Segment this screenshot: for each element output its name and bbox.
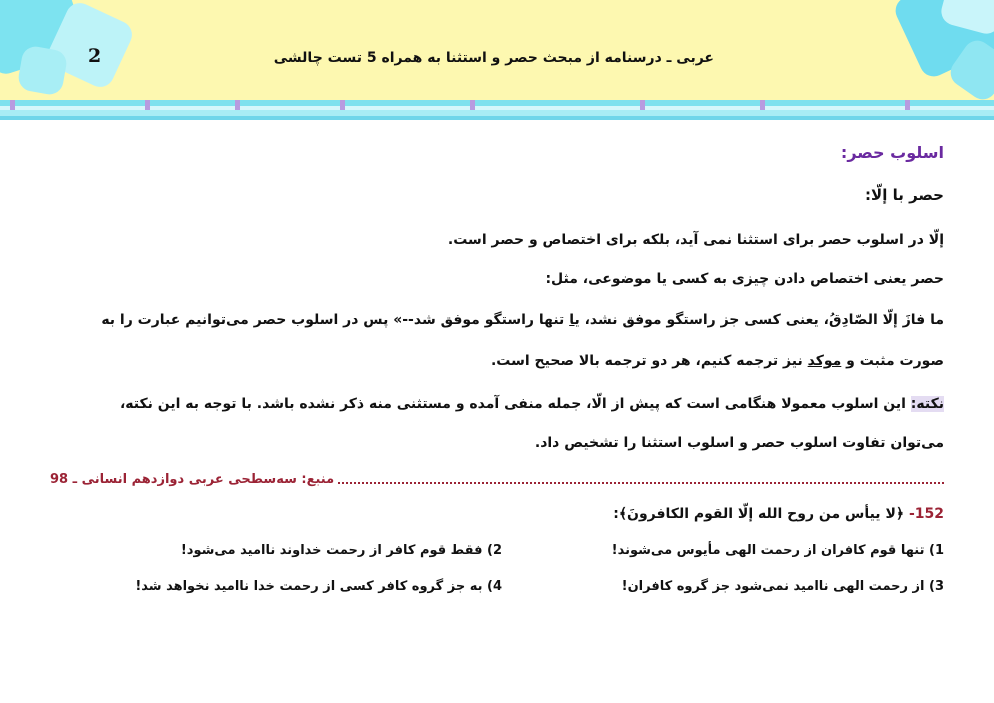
question-number: 152- (908, 506, 944, 522)
header-title: عربی ـ درسنامه از مبحث حصر و استثنا به همراه 5 تست چالشی (273, 50, 714, 66)
divider-mark (640, 100, 645, 110)
paragraph: إلّا در اسلوب حصر برای استثنا نمی آید، بلکه برای اختصاص و حصر است. (447, 232, 944, 248)
header-divider (0, 116, 994, 120)
paragraph: حصر یعنی اختصاص دادن چیزی به کسی یا موضوعی، مثل: (545, 271, 944, 287)
divider-mark (470, 100, 475, 110)
option-1[interactable]: 1) تنها قوم کافران از رحمت الهی مأیوس می‌شوند! (611, 543, 944, 558)
section-title: اسلوب حصر: (840, 143, 944, 162)
option-4[interactable]: 4) به جز گروه کافر کسی از رحمت خدا ناامید نخواهد شد! (135, 579, 502, 594)
note-paragraph: نکته: این اسلوب معمولا هنگامی است که پیش از الّا، جمله منفی آمده و مستثنی منه ذکر نشده باشد. با توجه به این نکته، (119, 396, 944, 412)
option-3[interactable]: 3) از رحمت الهی ناامید نمی‌شود جز گروه کافران! (621, 579, 944, 594)
arabic-example: ما فازَ إلّا الصّادِقُ (828, 312, 944, 328)
option-2[interactable]: 2) فقط قوم کافر از رحمت خداوند ناامید می‌شود! (180, 543, 502, 558)
divider-mark (760, 100, 765, 110)
section-subtitle: حصر با إلّا: (865, 186, 944, 204)
question-stem: 152- ﴿لا ییأس من روح الله إلّا القوم الکافرونَ﴾: (613, 506, 944, 522)
note-paragraph: می‌توان تفاوت اسلوب حصر و اسلوب استثنا را تشخیص داد. (534, 435, 944, 451)
divider-mark (905, 100, 910, 110)
divider-mark (235, 100, 240, 110)
page-header (0, 0, 994, 100)
source-text: منبع: سه‌سطحی عربی دوازدهم انسانی ـ 98 (50, 472, 338, 487)
underlined-word: یا (569, 312, 580, 328)
divider-mark (340, 100, 345, 110)
underlined-word: موکد (807, 353, 842, 369)
paragraph: ما فازَ إلّا الصّادِقُ، یعنی کسی جز راستگو موفق نشد، یا تنها راستگو موفق شد--» پس در اسلوب حصر می‌توانیم عبارت را به (101, 312, 944, 328)
note-label: نکته: (910, 396, 944, 412)
source-line (50, 472, 944, 487)
decorative-square (16, 44, 68, 96)
divider-mark (10, 100, 15, 110)
page-number: 2 (88, 45, 102, 67)
divider-mark (145, 100, 150, 110)
paragraph: صورت مثبت و موکد نیز ترجمه کنیم، هر دو ترجمه بالا صحیح است. (490, 353, 944, 369)
